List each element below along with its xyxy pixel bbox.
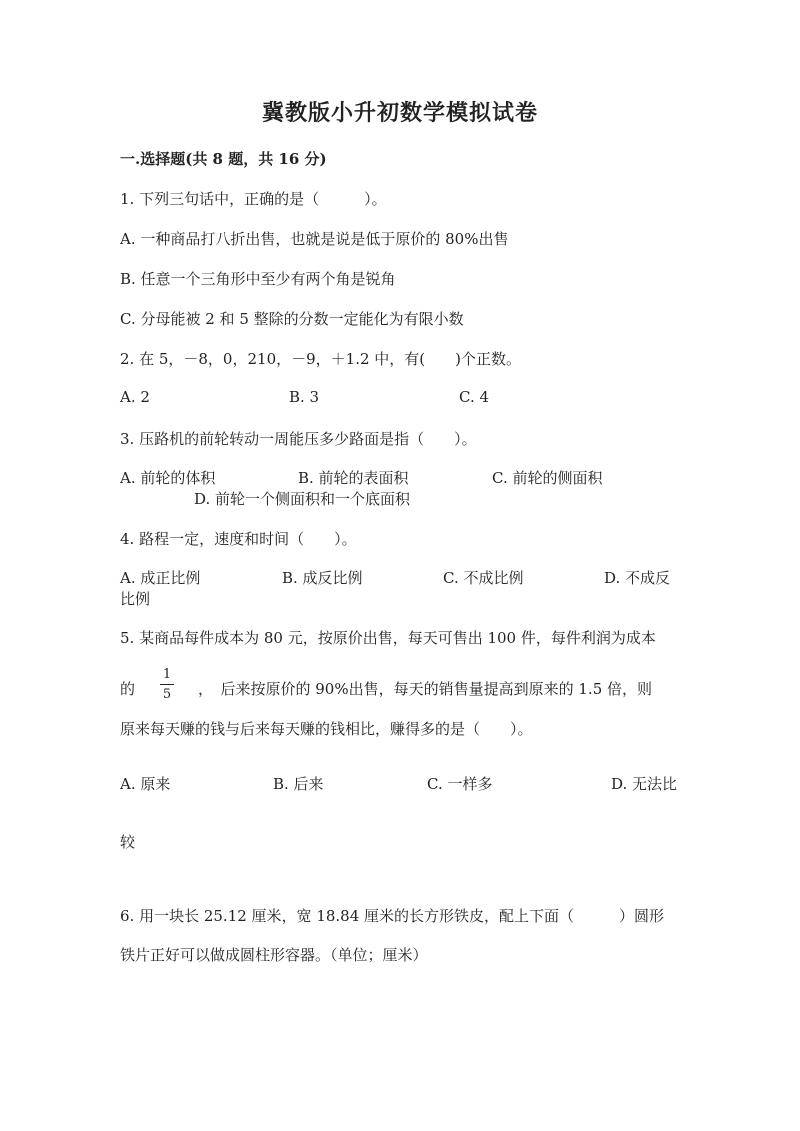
question-3-option-c: C. 前轮的侧面积 <box>492 469 603 487</box>
question-6-line-1: 6. 用一块长 25.12 厘米，宽 18.84 厘米的长方形铁皮，配上下面（ ）圆形 <box>120 907 665 925</box>
section-heading: 一.选择题(共 8 题，共 16 分) <box>120 150 327 168</box>
question-1-option-c: C. 分母能被 2 和 5 整除的分数一定能化为有限小数 <box>120 310 464 328</box>
question-6-line-2: 铁片正好可以做成圆柱形容器。（单位；厘米） <box>120 946 428 964</box>
question-3-option-d: D. 前轮一个侧面积和一个底面积 <box>194 490 411 508</box>
question-1-stem: 1. 下列三句话中，正确的是（ ）。 <box>120 190 387 208</box>
question-5-option-c: C. 一样多 <box>427 775 493 793</box>
question-5-option-a: A. 原来 <box>120 775 171 793</box>
fraction-one-fifth <box>160 668 174 701</box>
question-4-option-d-wrap: 比例 <box>120 590 151 608</box>
question-3-option-a: A. 前轮的体积 <box>120 469 216 487</box>
fraction-numerator: 1 <box>162 667 172 682</box>
question-5-line-2: ， 后来按原价的 90%出售，每天的销售量提高到原来的 1.5 倍，则 <box>198 680 653 698</box>
question-4-option-d: D. 不成反 <box>604 569 671 587</box>
question-4-option-a: A. 成正比例 <box>120 569 201 587</box>
question-4-option-c: C. 不成比例 <box>443 569 524 587</box>
question-3-stem: 3. 压路机的前轮转动一周能压多少路面是指（ ）。 <box>120 430 477 448</box>
question-1-option-a: A. 一种商品打八折出售，也就是说是低于原价的 80%出售 <box>120 230 509 248</box>
question-3-option-b: B. 前轮的表面积 <box>298 469 409 487</box>
question-5-option-b: B. 后来 <box>273 775 324 793</box>
question-2-option-b: B. 3 <box>289 388 320 406</box>
page-title: 冀教版小升初数学模拟试卷 <box>261 100 538 126</box>
question-2-stem: 2. 在 5，－8，0，210，－9，＋1.2 中，有( )个正数。 <box>120 350 521 368</box>
question-5-option-d-wrap: 较 <box>120 833 136 851</box>
question-5-line-2-prefix: 的 <box>120 680 136 698</box>
question-4-option-b: B. 成反比例 <box>282 569 363 587</box>
question-1-option-b: B. 任意一个三角形中至少有两个角是锐角 <box>120 270 396 288</box>
question-5-line-3: 原来每天赚的钱与后来每天赚的钱相比，赚得多的是（ ）。 <box>120 720 533 738</box>
fraction-denominator: 5 <box>162 687 172 702</box>
question-5-option-d: D. 无法比 <box>611 775 678 793</box>
question-2-option-c: C. 4 <box>459 388 490 406</box>
question-5-line-1: 5. 某商品每件成本为 80 元，按原价出售，每天可售出 100 件，每件利润为成本 <box>120 629 656 647</box>
question-2-option-a: A. 2 <box>120 388 150 406</box>
question-4-stem: 4. 路程一定，速度和时间（ ）。 <box>120 530 357 548</box>
